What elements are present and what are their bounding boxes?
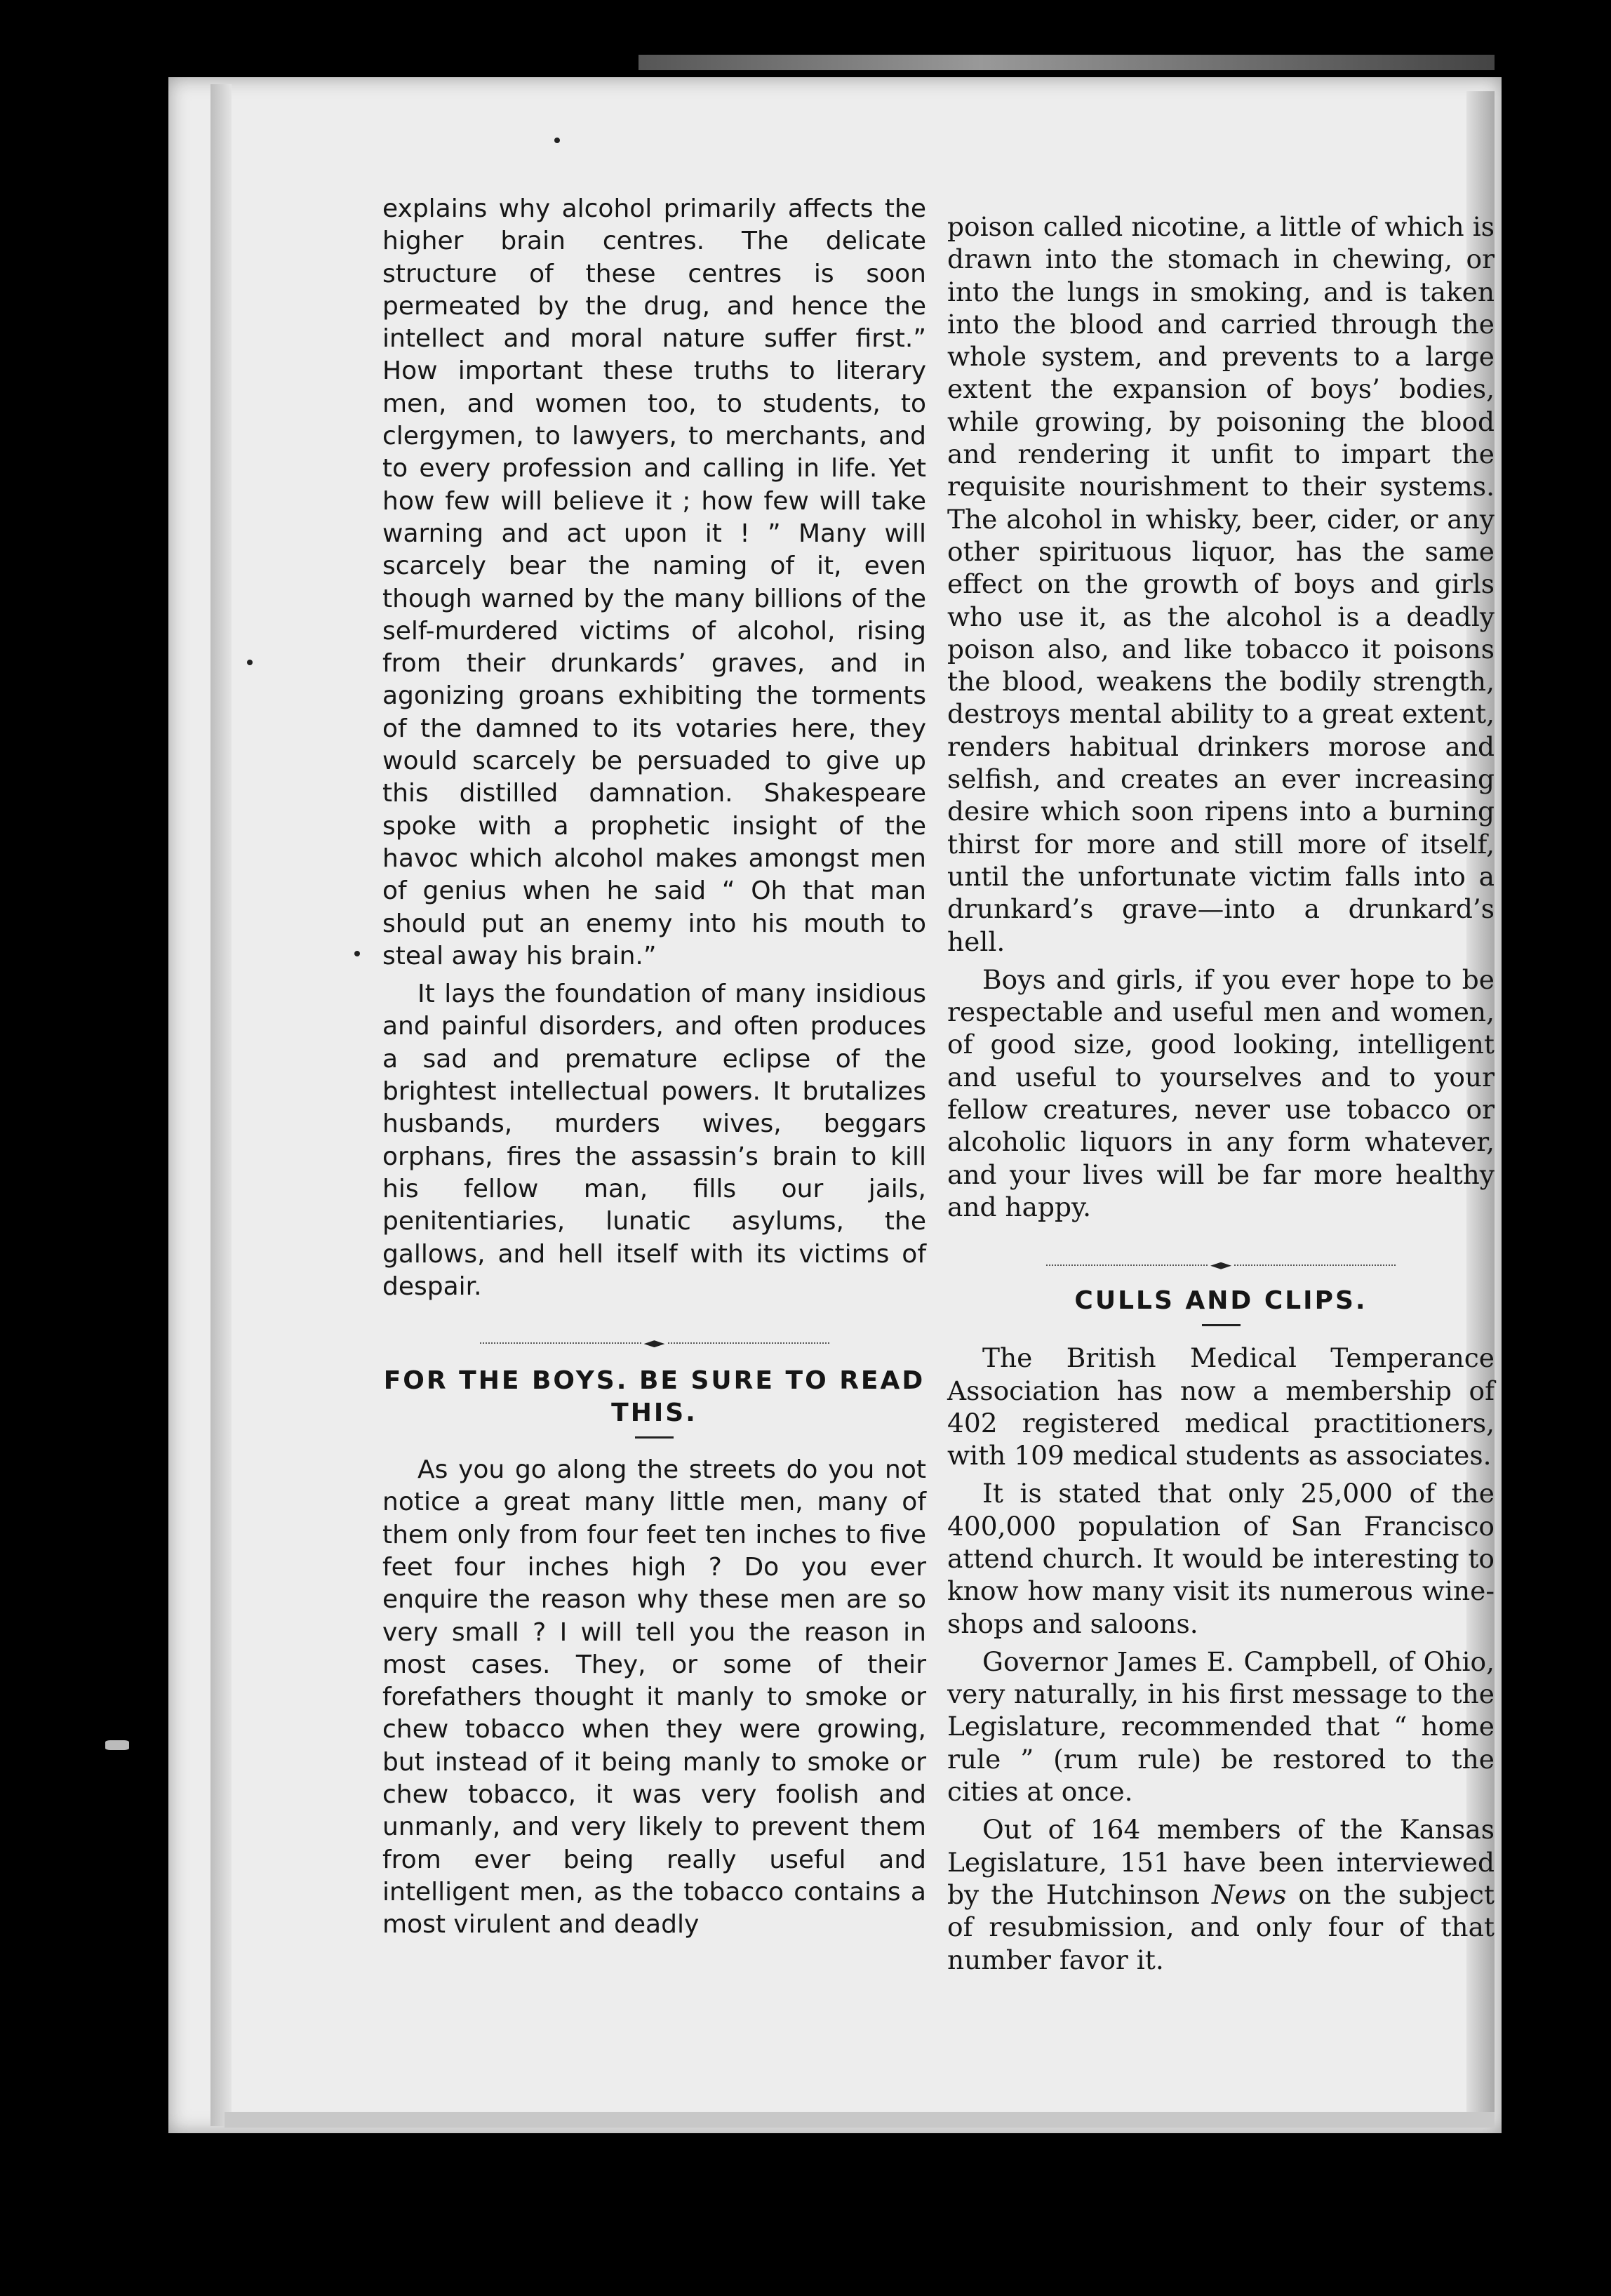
right-paragraph-6 <box>947 1813 1495 1975</box>
paragraph-6-text-start: Out of 164 members of the Kansas Legislature, 151 have been interviewed by the Hutchinson <box>947 1814 1495 1910</box>
right-paragraph-2: Boys and girls, if you ever hope to be respectable and useful men and women, of good size, good looking, intelligent and useful to yourselves and to your fellow creatures, never use tobacco or alcoholic liquors in any form whatever, and your lives will be far more healthy and happy. <box>947 963 1495 1222</box>
heading-for-the-boys: FOR THE BOYS. BE SURE TO READ THIS. <box>383 1366 925 1428</box>
section-divider <box>382 1327 926 1341</box>
divider-ornament <box>644 1340 665 1347</box>
heading-rule <box>1202 1324 1241 1326</box>
ink-speck <box>554 138 560 143</box>
left-paragraph-2: It lays the foundation of many insidious and painful disorders, and often produces a sad and premature eclipse of the brightest intellectual powers. It brutalizes husbands, murders wives, beggars orphans, fires the assassin’s brain to kill his fellow man, fills our jails, penitentiaries, lunatic asylums, the gallows, and hell itself with its victims of despair. <box>382 980 926 1301</box>
ink-speck <box>247 660 253 665</box>
page-bottom-edge <box>225 2112 1495 2128</box>
left-paragraph-3: As you go along the streets do you not notice a great many little men, many of them only from four feet ten inches to five feet four inches high ? Do you ever enquire the reason why these men are so very small ? I will tell you the reason in most cases. They, or some of their forefathers thought it manly to smoke or chew tobacco when they were growing, but instead of it being manly to smoke or chew tobacco, it was very foolish and unmanly, and very likely to prevent them from ever being really useful and intelligent men, as the tobacco contains a most virulent and deadly <box>382 1455 926 1940</box>
divider-line <box>668 1342 829 1345</box>
paragraph-6-text-end: on the subject of resubmission, and only four of that number favor it. <box>947 1878 1495 1975</box>
right-paragraph-5: Governor James E. Campbell, of Ohio, very naturally, in his first message to the Legislature, recommended that “ home rule ” (rum rule) be restored to the cities at once. <box>947 1646 1495 1808</box>
right-column <box>947 211 1495 1982</box>
divider-ornament <box>1210 1262 1231 1269</box>
divider-line <box>1046 1264 1208 1267</box>
heading-rule <box>635 1436 674 1439</box>
right-paragraph-1: poison called nicotine, a little of which is drawn into the stomach in chewing, or into the lungs in smoking, and is taken into the blood and carried through the whole system, and prevents to a large extent the expansion of boys’ bodies, while growing, by poisoning the blood and rendering it unfit to impart the requisite nourishment to their systems. The alcohol in whisky, beer, cider, or any other spirituous liquor, has the same effect on the growth of boys and girls who use it, as the alcohol is a deadly poison also, and like tobacco it poisons the blood, weakens the bodily strength, destroys mental ability to a great extent, renders habitual drinkers morose and selfish, and creates an ever increasing desire which soon ripens into a burning thirst for more and still more of itself, until the unfortunate victim falls into a drunkard’s grave—into a drunkard’s hell. <box>947 211 1495 957</box>
right-paragraph-3: The British Medical Temperance Association has now a membership of 402 registered medical practitioners, with 109 medical students as associates. <box>947 1342 1495 1471</box>
section-divider <box>947 1247 1495 1261</box>
page-edge-left <box>210 84 232 2126</box>
divider-line <box>480 1342 641 1345</box>
divider-line <box>1234 1264 1396 1267</box>
binding-strip <box>639 55 1495 70</box>
ink-speck <box>354 951 360 956</box>
newspaper-name: News <box>1212 1878 1287 1910</box>
right-paragraph-4: It is stated that only 25,000 of the 400,000 population of San Francisco attend church. It would be interesting to know how many visit its numerous wine-shops and saloons. <box>947 1478 1495 1639</box>
scan-artifact <box>105 1740 129 1750</box>
left-paragraph-1: explains why alcohol primarily affects the higher brain centres. The delicate structure of these centres is soon permeated by the drug, and hence the intellect and moral nature suffer first.” How important these truths to literary men, and women too, to students, to clergymen, to lawyers, to merchants, and to every profession and calling in life. Yet how few will believe it ; how few will take warning and act upon it ! ” Many will scarcely bear the naming of it, even though warned by the many billions of the self-murdered victims of alcohol, rising from their drunkards’ graves, and in agonizing groans exhibiting the torments of the damned to its votaries here, they would scarcely be persuaded to give up this distilled damnation. Shakespeare spoke with a prophetic insight of the havoc which alcohol makes amongst men of genius when he said “ Oh that man should put an enemy into his mouth to steal away his brain.” <box>382 194 926 970</box>
left-column <box>382 193 926 1947</box>
heading-culls-and-clips: CULLS AND CLIPS. <box>1074 1286 1368 1316</box>
